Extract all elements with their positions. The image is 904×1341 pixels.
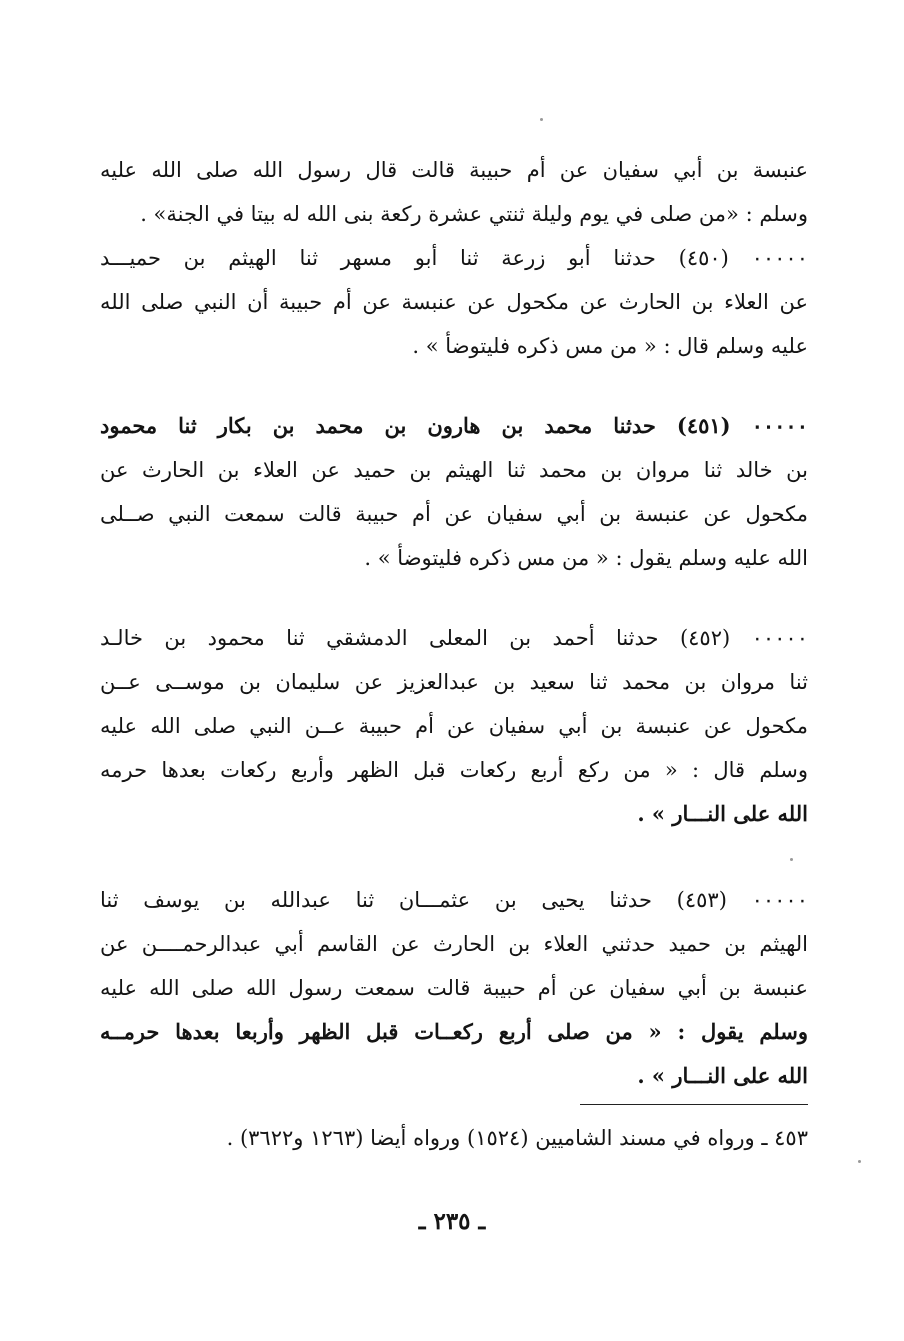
text-line: الله على النـــار » .: [637, 1063, 808, 1088]
text-line: ٠٠٠٠٠ (٤٥١) حدثنا محمد بن هارون بن محمد بن بكار ثنا محمود: [100, 413, 808, 438]
text-line: عن العلاء بن الحارث عن مكحول عن عنبسة عن أم حبيبة أن النبي صلى الله: [100, 290, 808, 314]
scan-speck: [858, 1160, 861, 1163]
text-line: عنبسة بن أبي سفيان عن أم حبيبة قالت قال رسول الله صلى الله عليه: [100, 158, 808, 182]
text-line: بن خالد ثنا مروان بن محمد ثنا الهيثم بن حميد عن العلاء بن الحارث عن: [100, 458, 808, 482]
hadith-block-451: [100, 404, 808, 580]
page-number: ـ ٢٣٥ ـ: [418, 1208, 486, 1235]
hadith-block-449: [100, 148, 808, 236]
text-line: وسلم قال : « من ركع أربع ركعات قبل الظهر وأربع ركعات بعدها حرمه: [100, 758, 808, 782]
footnote: ٤٥٣ ـ ورواه في مسند الشاميين (١٥٢٤) ورواه أيضا (١٢٦٣ و٣٦٢٢) .: [226, 1126, 808, 1150]
paragraph-gap: [100, 836, 808, 878]
text-line: الهيثم بن حميد حدثني العلاء بن الحارث عن القاسم أبي عبدالرحمــــن عن: [100, 932, 808, 956]
hadith-block-450: [100, 236, 808, 368]
text-line: وسلم يقول : « من صلى أربع ركعــات قبل الظهر وأربعا بعدها حرمــه: [100, 1019, 808, 1044]
paragraph-gap: [100, 368, 808, 404]
hadith-block-453: [100, 878, 808, 1098]
text-line: وسلم : «من صلى في يوم وليلة ثنتي عشرة ركعة بنى الله له بيتا في الجنة» .: [140, 202, 808, 226]
text-line: عليه وسلم قال : « من مس ذكره فليتوضأ » .: [412, 334, 808, 358]
footnote-separator: [580, 1104, 808, 1105]
text-line: ٠٠٠٠٠ (٤٥٠) حدثنا أبو زرعة ثنا أبو مسهر ثنا الهيثم بن حميـــد: [100, 246, 808, 270]
scan-speck: [790, 858, 793, 861]
hadith-block-452: [100, 616, 808, 836]
hadith-text: [100, 148, 808, 1098]
scan-speck: [540, 118, 543, 121]
text-line: ٠٠٠٠٠ (٤٥٣) حدثنا يحيى بن عثمـــان ثنا عبدالله بن يوسف ثنا: [100, 888, 808, 912]
paragraph-gap: [100, 580, 808, 616]
text-line: ٠٠٠٠٠ (٤٥٢) حدثنا أحمد بن المعلى الدمشقي ثنا محمود بن خالـد: [100, 626, 808, 650]
text-line: ثنا مروان بن محمد ثنا سعيد بن عبدالعزيز عن سليمان بن موســى عــن: [100, 670, 808, 694]
text-line: الله على النـــار » .: [637, 801, 808, 826]
text-line: مكحول عن عنبسة بن أبي سفيان عن أم حبيبة عــن النبي صلى الله عليه: [100, 714, 808, 738]
text-line: عنبسة بن أبي سفيان عن أم حبيبة قالت سمعت رسول الله صلى الله عليه: [100, 976, 808, 1000]
text-line: مكحول عن عنبسة بن أبي سفيان عن أم حبيبة قالت سمعت النبي صــلى: [100, 502, 808, 526]
text-line: الله عليه وسلم يقول : « من مس ذكره فليتوضأ » .: [364, 546, 808, 570]
